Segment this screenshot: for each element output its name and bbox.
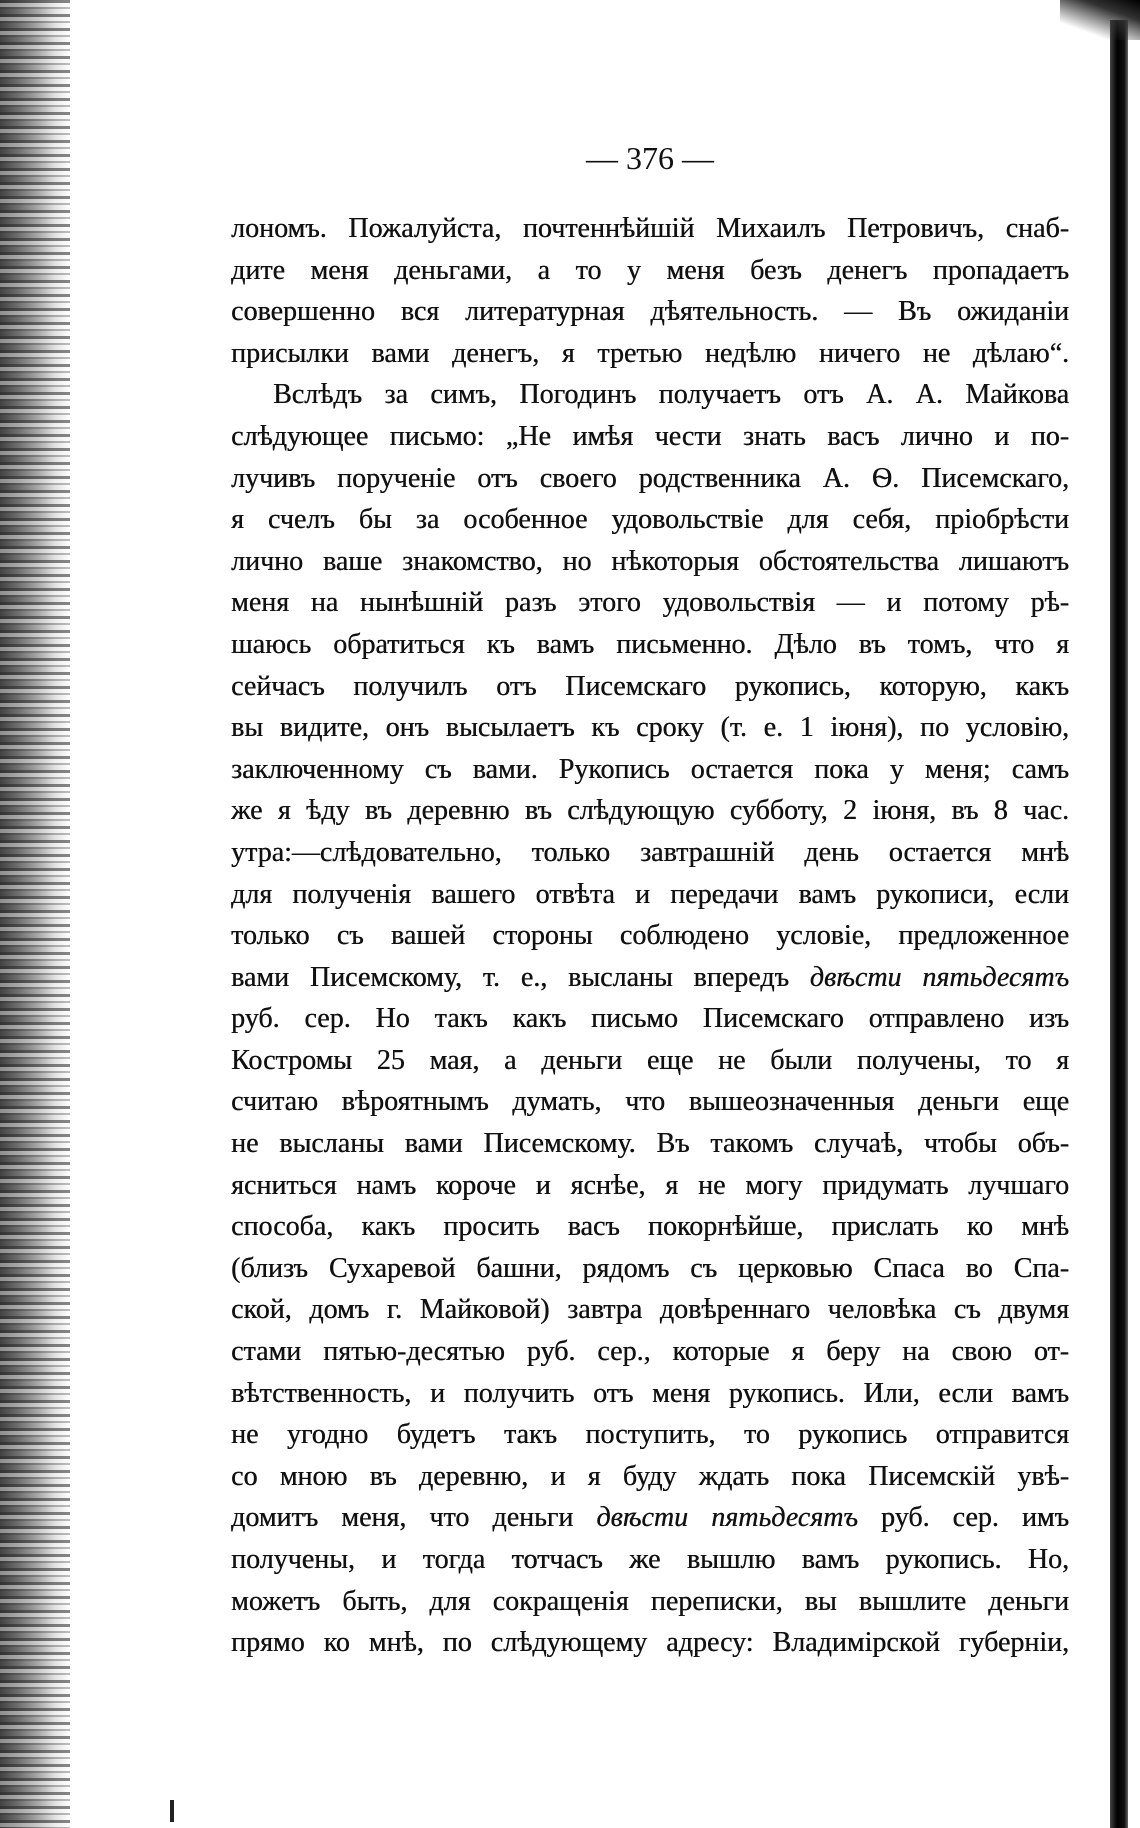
text-segment: лономъ. Пожалуйста, почтеннѣйшій Михаилъ Петровичъ, снаб- (231, 213, 1069, 244)
text-segment: получены, и тогда тотчасъ же вышлю вамъ рукопись. Но, (231, 1544, 1069, 1575)
text-line (231, 832, 1069, 874)
text-line (231, 1622, 1069, 1664)
text-segment: (близъ Сухаревой башни, рядомъ съ церковью Спаса во Спа- (231, 1252, 1069, 1284)
text-segment: я счелъ бы за особенное удовольствіе для себя, пріобрѣсти (231, 504, 1069, 536)
scanned-page-edge-right (1110, 20, 1128, 1828)
text-segment: шаюсь обратиться къ вамъ письменно. Дѣло въ томъ, что я (231, 628, 1069, 660)
scanned-corner-shadow (1060, 0, 1140, 40)
text-line (231, 374, 1069, 416)
text-line (231, 998, 1069, 1040)
text-segment: считаю вѣроятнымъ думать, что вышеозначенныя деньги еще (231, 1086, 1069, 1118)
text-segment: стами пятью-десятью руб. сер., которые я беру на свою от- (231, 1336, 1069, 1368)
scanned-page-edge-left (0, 0, 70, 1828)
text-segment: лучивъ порученіе отъ своего родственника А. Ѳ. Писемскаго, (231, 462, 1069, 494)
text-segment: можетъ быть, для сокращенія переписки, вы вышлите деньги (231, 1585, 1069, 1617)
italic-text-segment: двѣсти пятьдесятъ (596, 1502, 858, 1534)
text-line (231, 1206, 1069, 1248)
text-segment: домитъ меня, что деньги (231, 1502, 597, 1534)
text-line (231, 1456, 1069, 1498)
text-line (231, 666, 1069, 708)
text-segment: совершенно вся литературная дѣятельность. — Въ ожиданіи (231, 296, 1069, 328)
text-segment: не высланы вами Писемскому. Въ такомъ случаѣ, чтобы объ- (231, 1128, 1069, 1160)
text-line (231, 790, 1069, 832)
text-segment: лично ваше знакомство, но нѣкоторыя обстоятельства лишаютъ (231, 545, 1069, 577)
text-segment: заключенному съ вами. Рукопись остается пока у меня; самъ (231, 753, 1069, 785)
body-text (231, 208, 1069, 1664)
text-line (231, 333, 1069, 375)
text-line (231, 208, 1069, 250)
text-segment: вы видите, онъ высылаетъ къ сроку (т. е. 1 іюня), по условію, (231, 712, 1069, 744)
text-segment: только съ вашей стороны соблюдено условіе, предложенное (231, 920, 1069, 952)
text-segment: сейчасъ получилъ отъ Писемскаго рукопись, которую, какъ (231, 670, 1069, 702)
text-segment: слѣдующее письмо: „Не имѣя чести знать васъ лично и по- (231, 420, 1069, 452)
text-line (231, 1248, 1069, 1290)
text-line (231, 1414, 1069, 1456)
text-line (231, 707, 1069, 749)
text-segment: дите меня деньгами, а то у меня безъ денегъ пропадаетъ (231, 254, 1069, 286)
text-segment: не угодно будетъ такъ поступить, то рукопись отправится (231, 1419, 1069, 1451)
text-segment: же я ѣду въ деревню въ слѣдующую субботу, 2 іюня, въ 8 час. (231, 795, 1069, 827)
text-segment: вѣтственность, и получить отъ меня рукопись. Или, если вамъ (231, 1377, 1069, 1409)
text-line (231, 1165, 1069, 1207)
text-segment: ской, домъ г. Майковой) завтра довѣреннаго человѣка съ двумя (231, 1294, 1069, 1326)
text-line (231, 416, 1069, 458)
text-line (231, 250, 1069, 292)
text-line (231, 458, 1069, 500)
text-segment: ясниться намъ короче и яснѣе, я не могу придумать лучшаго (231, 1169, 1069, 1201)
text-line (231, 915, 1069, 957)
text-line (231, 1289, 1069, 1331)
text-segment: меня на нынѣшній разъ этого удовольствія — и потому рѣ- (231, 587, 1069, 619)
text-line (231, 582, 1069, 624)
text-segment: Вслѣдъ за симъ, Погодинъ получаетъ отъ А. А. Майкова (273, 379, 1069, 411)
text-segment: прямо ко мнѣ, по слѣдующему адресу: Владимірской губерніи, (231, 1627, 1069, 1659)
text-segment: Костромы 25 мая, а деньги еще не были получены, то я (231, 1044, 1069, 1076)
page-number: — 376 — (586, 140, 714, 176)
text-line (231, 541, 1069, 583)
text-line (231, 749, 1069, 791)
italic-text-segment: двѣсти пятьдесятъ (809, 961, 1069, 993)
scan-artifact-mark (170, 1800, 174, 1822)
text-segment: способа, какъ просить васъ покорнѣйше, прислать ко мнѣ (231, 1211, 1069, 1243)
text-line (231, 1497, 1069, 1539)
text-line (231, 499, 1069, 541)
text-segment: руб. сер. Но такъ какъ письмо Писемскаго отправлено изъ (231, 1003, 1069, 1035)
text-segment: утра:—слѣдовательно, только завтрашній день остается мнѣ (231, 836, 1069, 868)
text-segment: присылки вами денегъ, я третью недѣлю ничего не дѣлаю“. (231, 337, 1069, 369)
text-line (231, 1081, 1069, 1123)
text-line (231, 1373, 1069, 1415)
text-line (231, 1539, 1069, 1581)
text-segment: со мною въ деревню, и я буду ждать пока Писемскій увѣ- (231, 1460, 1069, 1492)
text-line (231, 957, 1069, 999)
text-line (231, 291, 1069, 333)
text-line (231, 624, 1069, 666)
text-segment: вами Писемскому, т. е., высланы впередъ (231, 961, 810, 993)
text-segment: для полученія вашего отвѣта и передачи вамъ рукописи, если (231, 878, 1069, 910)
text-line (231, 1331, 1069, 1373)
text-line (231, 1040, 1069, 1082)
text-line (231, 874, 1069, 916)
text-line (231, 1123, 1069, 1165)
text-line (231, 1581, 1069, 1623)
text-segment: руб. сер. имъ (857, 1502, 1069, 1534)
